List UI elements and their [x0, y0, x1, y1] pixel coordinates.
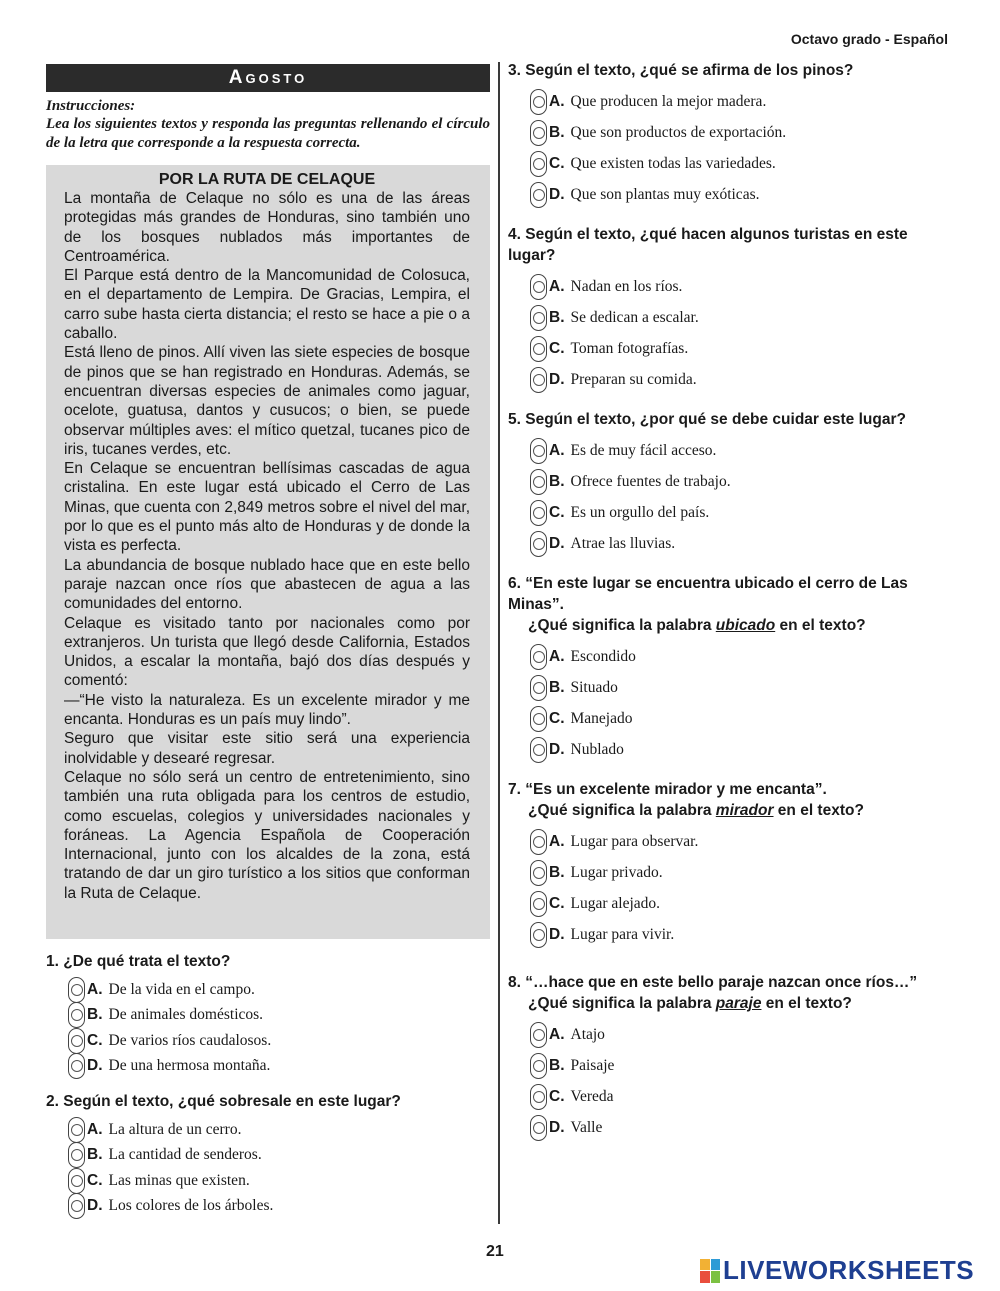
- option-d[interactable]: D. Lugar para vivir.: [530, 919, 948, 950]
- question-prompt: ¿Qué significa la palabra paraje en el texto?: [528, 995, 852, 1012]
- reading-paragraph: El Parque está dentro de la Mancomunidad de Colosuca, en el departamento de Lempira. De Gracias, Lempira, el carro sube hasta cierta distancia; el resto se hace a pie o a caballo.: [64, 267, 470, 343]
- answer-bubble[interactable]: [530, 1053, 547, 1079]
- question-number: 3.: [508, 62, 521, 79]
- answer-options: [530, 435, 948, 559]
- answer-bubble[interactable]: [530, 531, 547, 557]
- question-1: [46, 951, 490, 1079]
- question-4: [508, 224, 948, 395]
- reading-paragraph: La montaña de Celaque no sólo es una de las áreas protegidas más grandes de Honduras, sino también uno de los bosques nublados más importantes de Centroamérica.: [64, 190, 470, 265]
- answer-options: [530, 1019, 948, 1143]
- question-text: Según el texto, ¿qué hacen algunos turistas en este lugar?: [508, 226, 908, 264]
- reading-paragraph: Celaque es visitado tanto por nacionales como por extranjeros. Un turista que llegó desde California, Estados Unidos, a escalar la montaña, bajó dos días después y comentó:: [64, 614, 470, 690]
- answer-options: [68, 1117, 490, 1219]
- option-b[interactable]: B. Situado: [530, 672, 948, 703]
- answer-bubble[interactable]: [68, 1002, 85, 1028]
- question-text: ¿De qué trata el texto?: [63, 953, 231, 970]
- option-a[interactable]: A. Es de muy fácil acceso.: [530, 435, 948, 466]
- answer-bubble[interactable]: [530, 182, 547, 208]
- option-c[interactable]: C. Lugar alejado.: [530, 888, 948, 919]
- option-a[interactable]: A. Lugar para observar.: [530, 826, 948, 857]
- answer-options: [68, 977, 490, 1079]
- option-a[interactable]: A. De la vida en el campo.: [68, 977, 490, 1003]
- answer-bubble[interactable]: [68, 1142, 85, 1168]
- option-b[interactable]: B. De animales domésticos.: [68, 1003, 490, 1029]
- column-divider: [498, 62, 500, 1224]
- question-2: [46, 1091, 490, 1219]
- question-text: Según el texto, ¿qué sobresale en este lugar?: [63, 1093, 401, 1110]
- question-5: [508, 409, 948, 559]
- answer-bubble[interactable]: [530, 120, 547, 146]
- question-number: 1.: [46, 953, 59, 970]
- option-b[interactable]: B. Lugar privado.: [530, 857, 948, 888]
- option-b[interactable]: B. La cantidad de senderos.: [68, 1143, 490, 1169]
- question-6: [508, 573, 948, 765]
- option-a[interactable]: A. Atajo: [530, 1019, 948, 1050]
- option-b[interactable]: B. Ofrece fuentes de trabajo.: [530, 466, 948, 497]
- reading-paragraph: La abundancia de bosque nublado hace que en este bello paraje nazcan once ríos que abastecen de agua a las comunidades del entorno.: [64, 556, 470, 613]
- highlighted-word: mirador: [715, 802, 774, 819]
- answer-options: [530, 826, 948, 950]
- option-c[interactable]: C. Manejado: [530, 703, 948, 734]
- answer-bubble[interactable]: [68, 1053, 85, 1079]
- option-c[interactable]: C. Es un orgullo del país.: [530, 497, 948, 528]
- answer-bubble[interactable]: [68, 1168, 85, 1194]
- answer-bubble[interactable]: [530, 829, 547, 855]
- question-number: 5.: [508, 411, 521, 428]
- option-a[interactable]: A. Nadan en los ríos.: [530, 271, 948, 302]
- reading-paragraph: Celaque no sólo será un centro de entretenimiento, sino también una ruta obligada para los centros de estudio, como escuelas, colegios y universidades nacionales y foráneas. La Agencia Española de Cooperación Internacional, junto con los alcaldes de la zona, está tratando de dar un giro turístico a los sitios que conforman la Ruta de Celaque.: [64, 768, 470, 902]
- grade-subject-label: Octavo grado - Español: [790, 31, 948, 47]
- right-column: [508, 60, 948, 1143]
- instructions-text: Lea los siguientes textos y responda las preguntas rellenando el círculo de la letra que corresponde a la respuesta correcta.: [46, 116, 490, 151]
- answer-options: [530, 641, 948, 765]
- option-d[interactable]: D. Atrae las lluvias.: [530, 528, 948, 559]
- option-b[interactable]: B. Paisaje: [530, 1050, 948, 1081]
- option-c[interactable]: C. De varios ríos caudalosos.: [68, 1028, 490, 1054]
- question-prompt: ¿Qué significa la palabra mirador en el texto?: [528, 802, 864, 819]
- reading-passage: [46, 165, 490, 939]
- option-a[interactable]: A. Que producen la mejor madera.: [530, 86, 948, 117]
- reading-title: POR LA RUTA DE CELAQUE: [158, 171, 376, 188]
- answer-bubble[interactable]: [530, 706, 547, 732]
- answer-bubble[interactable]: [530, 336, 547, 362]
- option-c[interactable]: C. Vereda: [530, 1081, 948, 1112]
- question-text: Según el texto, ¿qué se afirma de los pinos?: [525, 62, 854, 79]
- option-d[interactable]: D. De una hermosa montaña.: [68, 1054, 490, 1080]
- reading-paragraph: —“He visto la naturaleza. Es un excelente mirador y me encanta. Honduras es un país muy lindo”.: [64, 691, 470, 729]
- question-quote: “…hace que en este bello paraje nazcan once ríos…”: [525, 974, 918, 991]
- answer-bubble[interactable]: [530, 305, 547, 331]
- answer-bubble[interactable]: [530, 469, 547, 495]
- answer-options: [530, 86, 948, 210]
- option-b[interactable]: B. Se dedican a escalar.: [530, 302, 948, 333]
- answer-bubble[interactable]: [530, 737, 547, 763]
- option-a[interactable]: A. La altura de un cerro.: [68, 1117, 490, 1143]
- left-column: [46, 64, 490, 1219]
- brand-name: LIVEWORKSHEETS: [723, 1255, 975, 1285]
- option-a[interactable]: A. Escondido: [530, 641, 948, 672]
- answer-options: [530, 271, 948, 395]
- option-d[interactable]: D. Valle: [530, 1112, 948, 1143]
- answer-bubble[interactable]: [530, 438, 547, 464]
- answer-bubble[interactable]: [530, 500, 547, 526]
- liveworksheets-icon: [700, 1259, 720, 1283]
- option-d[interactable]: D. Los colores de los árboles.: [68, 1194, 490, 1220]
- answer-bubble[interactable]: [68, 1117, 85, 1143]
- answer-bubble[interactable]: [530, 860, 547, 886]
- question-number: 7.: [508, 781, 521, 798]
- brand-logo: [700, 1255, 974, 1286]
- answer-bubble[interactable]: [530, 891, 547, 917]
- instructions-title: Instrucciones:: [46, 98, 136, 114]
- question-quote: “Es un excelente mirador y me encanta”.: [525, 781, 827, 798]
- option-c[interactable]: C. Las minas que existen.: [68, 1168, 490, 1194]
- question-number: 6.: [508, 575, 521, 592]
- highlighted-word: ubicado: [715, 617, 776, 634]
- answer-bubble[interactable]: [530, 367, 547, 393]
- answer-bubble[interactable]: [530, 89, 547, 115]
- month-banner: Agosto: [46, 64, 490, 92]
- answer-bubble[interactable]: [530, 274, 547, 300]
- question-7: [508, 779, 948, 950]
- answer-bubble[interactable]: [530, 1084, 547, 1110]
- answer-bubble[interactable]: [530, 151, 547, 177]
- question-3: [508, 60, 948, 210]
- question-number: 8.: [508, 974, 521, 991]
- question-number: 2.: [46, 1093, 59, 1110]
- answer-bubble[interactable]: [68, 977, 85, 1003]
- answer-bubble[interactable]: [530, 1115, 547, 1141]
- answer-bubble[interactable]: [68, 1028, 85, 1054]
- option-d[interactable]: D. Que son plantas muy exóticas.: [530, 179, 948, 210]
- option-d[interactable]: D. Nublado: [530, 734, 948, 765]
- reading-paragraph: En Celaque se encuentran bellísimas cascadas de agua cristalina. En este lugar está ubicado el Cerro de Las Minas, que cuenta con 2,849 metros sobre el nivel del mar, por lo que es el punto más alto de Honduras y de donde la vista es perfecta.: [64, 460, 470, 555]
- answer-bubble[interactable]: [530, 1022, 547, 1048]
- question-number: 4.: [508, 226, 521, 243]
- question-text: Según el texto, ¿por qué se debe cuidar este lugar?: [525, 411, 906, 428]
- question-quote: “En este lugar se encuentra ubicado el cerro de Las Minas”.: [508, 575, 908, 613]
- answer-bubble[interactable]: [530, 644, 547, 670]
- answer-bubble[interactable]: [530, 675, 547, 701]
- option-c[interactable]: C. Que existen todas las variedades.: [530, 148, 948, 179]
- question-prompt: ¿Qué significa la palabra ubicado en el texto?: [528, 617, 866, 634]
- reading-paragraph: Está lleno de pinos. Allí viven las siete especies de bosque de pinos que se han registrado en Honduras. Además, se encuentran diversas especies de animales como jaguar, ocelote, guatusa, dantos y cusucos; o bien, se puede observar múltiples aves: el mítico quetzal, tucanes pico de iris, tucanes verdes, etc.: [64, 344, 470, 458]
- answer-bubble[interactable]: [68, 1193, 85, 1219]
- option-c[interactable]: C. Toman fotografías.: [530, 333, 948, 364]
- option-b[interactable]: B. Que son productos de exportación.: [530, 117, 948, 148]
- answer-bubble[interactable]: [530, 922, 547, 948]
- page-number: 21: [486, 1243, 504, 1260]
- highlighted-word: paraje: [715, 995, 762, 1012]
- reading-paragraph: Seguro que visitar este sitio será una experiencia inolvidable y desearé regresar.: [64, 730, 470, 767]
- question-8: [508, 972, 948, 1143]
- option-d[interactable]: D. Preparan su comida.: [530, 364, 948, 395]
